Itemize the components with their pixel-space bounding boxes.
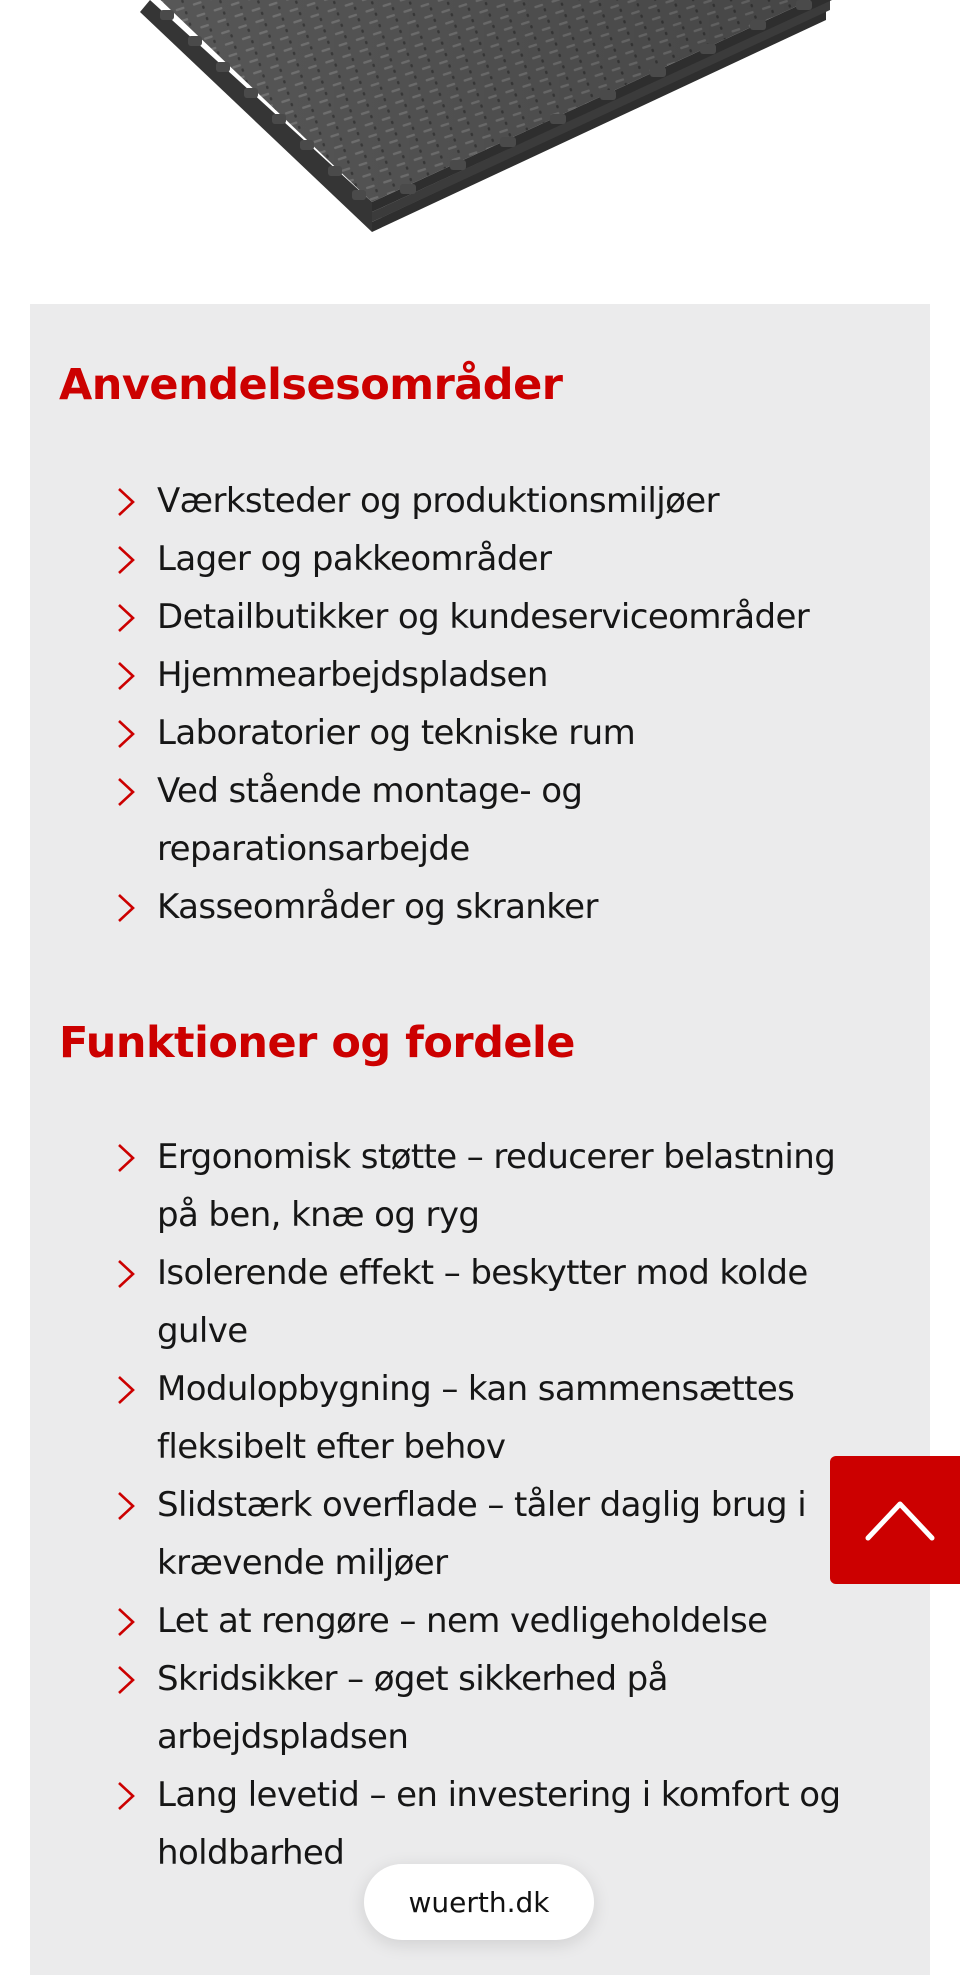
scroll-to-top-button[interactable] xyxy=(830,1456,960,1584)
chevron-right-icon xyxy=(115,1375,137,1405)
chevron-right-icon xyxy=(115,1259,137,1289)
chevron-right-icon xyxy=(115,545,137,575)
list-item xyxy=(115,1650,855,1766)
features-list xyxy=(115,1128,855,1882)
chevron-up-icon xyxy=(864,1494,936,1544)
list-item-text: Modulopbygning – kan sammensættes fleksibelt efter behov xyxy=(157,1369,795,1467)
chevron-right-icon xyxy=(115,603,137,633)
list-item-text: Isolerende effekt – beskytter mod kolde gulve xyxy=(157,1253,808,1351)
list-item xyxy=(115,588,855,646)
list-item-text: Laboratorier og tekniske rum xyxy=(157,713,636,753)
list-item xyxy=(115,1592,855,1650)
list-item xyxy=(115,704,855,762)
browser-url-pill[interactable]: wuerth.dk xyxy=(364,1864,594,1940)
chevron-right-icon xyxy=(115,1781,137,1811)
section-heading-applications: Anvendelsesområder xyxy=(59,360,563,410)
list-item-text: Skridsikker – øget sikkerhed på arbejdspladsen xyxy=(157,1659,668,1757)
list-item-text: Kasseområder og skranker xyxy=(157,887,598,927)
chevron-right-icon xyxy=(115,777,137,807)
list-item xyxy=(115,1128,855,1244)
chevron-right-icon xyxy=(115,661,137,691)
chevron-right-icon xyxy=(115,1607,137,1637)
list-item-text: Ved stående montage- og reparationsarbejde xyxy=(157,771,583,869)
list-item-text: Lang levetid – en investering i komfort og holdbarhed xyxy=(157,1775,841,1873)
list-item-text: Detailbutikker og kundeserviceområder xyxy=(157,597,810,637)
list-item-text: Værksteder og produktionsmiljøer xyxy=(157,481,719,521)
chevron-right-icon xyxy=(115,719,137,749)
list-item xyxy=(115,878,855,936)
list-item xyxy=(115,472,855,530)
list-item xyxy=(115,1476,855,1592)
applications-list xyxy=(115,472,855,936)
list-item xyxy=(115,1360,855,1476)
list-item xyxy=(115,762,855,878)
chevron-right-icon xyxy=(115,1143,137,1173)
chevron-right-icon xyxy=(115,487,137,517)
list-item-text: Hjemmearbejdspladsen xyxy=(157,655,548,695)
chevron-right-icon xyxy=(115,893,137,923)
list-item xyxy=(115,646,855,704)
section-heading-features: Funktioner og fordele xyxy=(59,1018,575,1068)
product-image xyxy=(0,0,960,260)
list-item-text: Ergonomisk støtte – reducerer belastning på ben, knæ og ryg xyxy=(157,1137,836,1235)
list-item-text: Lager og pakkeområder xyxy=(157,539,552,579)
chevron-right-icon xyxy=(115,1665,137,1695)
list-item xyxy=(115,1244,855,1360)
list-item-text: Slidstærk overflade – tåler daglig brug i krævende miljøer xyxy=(157,1485,807,1583)
list-item-text: Let at rengøre – nem vedligeholdelse xyxy=(157,1601,768,1641)
list-item xyxy=(115,530,855,588)
chevron-right-icon xyxy=(115,1491,137,1521)
